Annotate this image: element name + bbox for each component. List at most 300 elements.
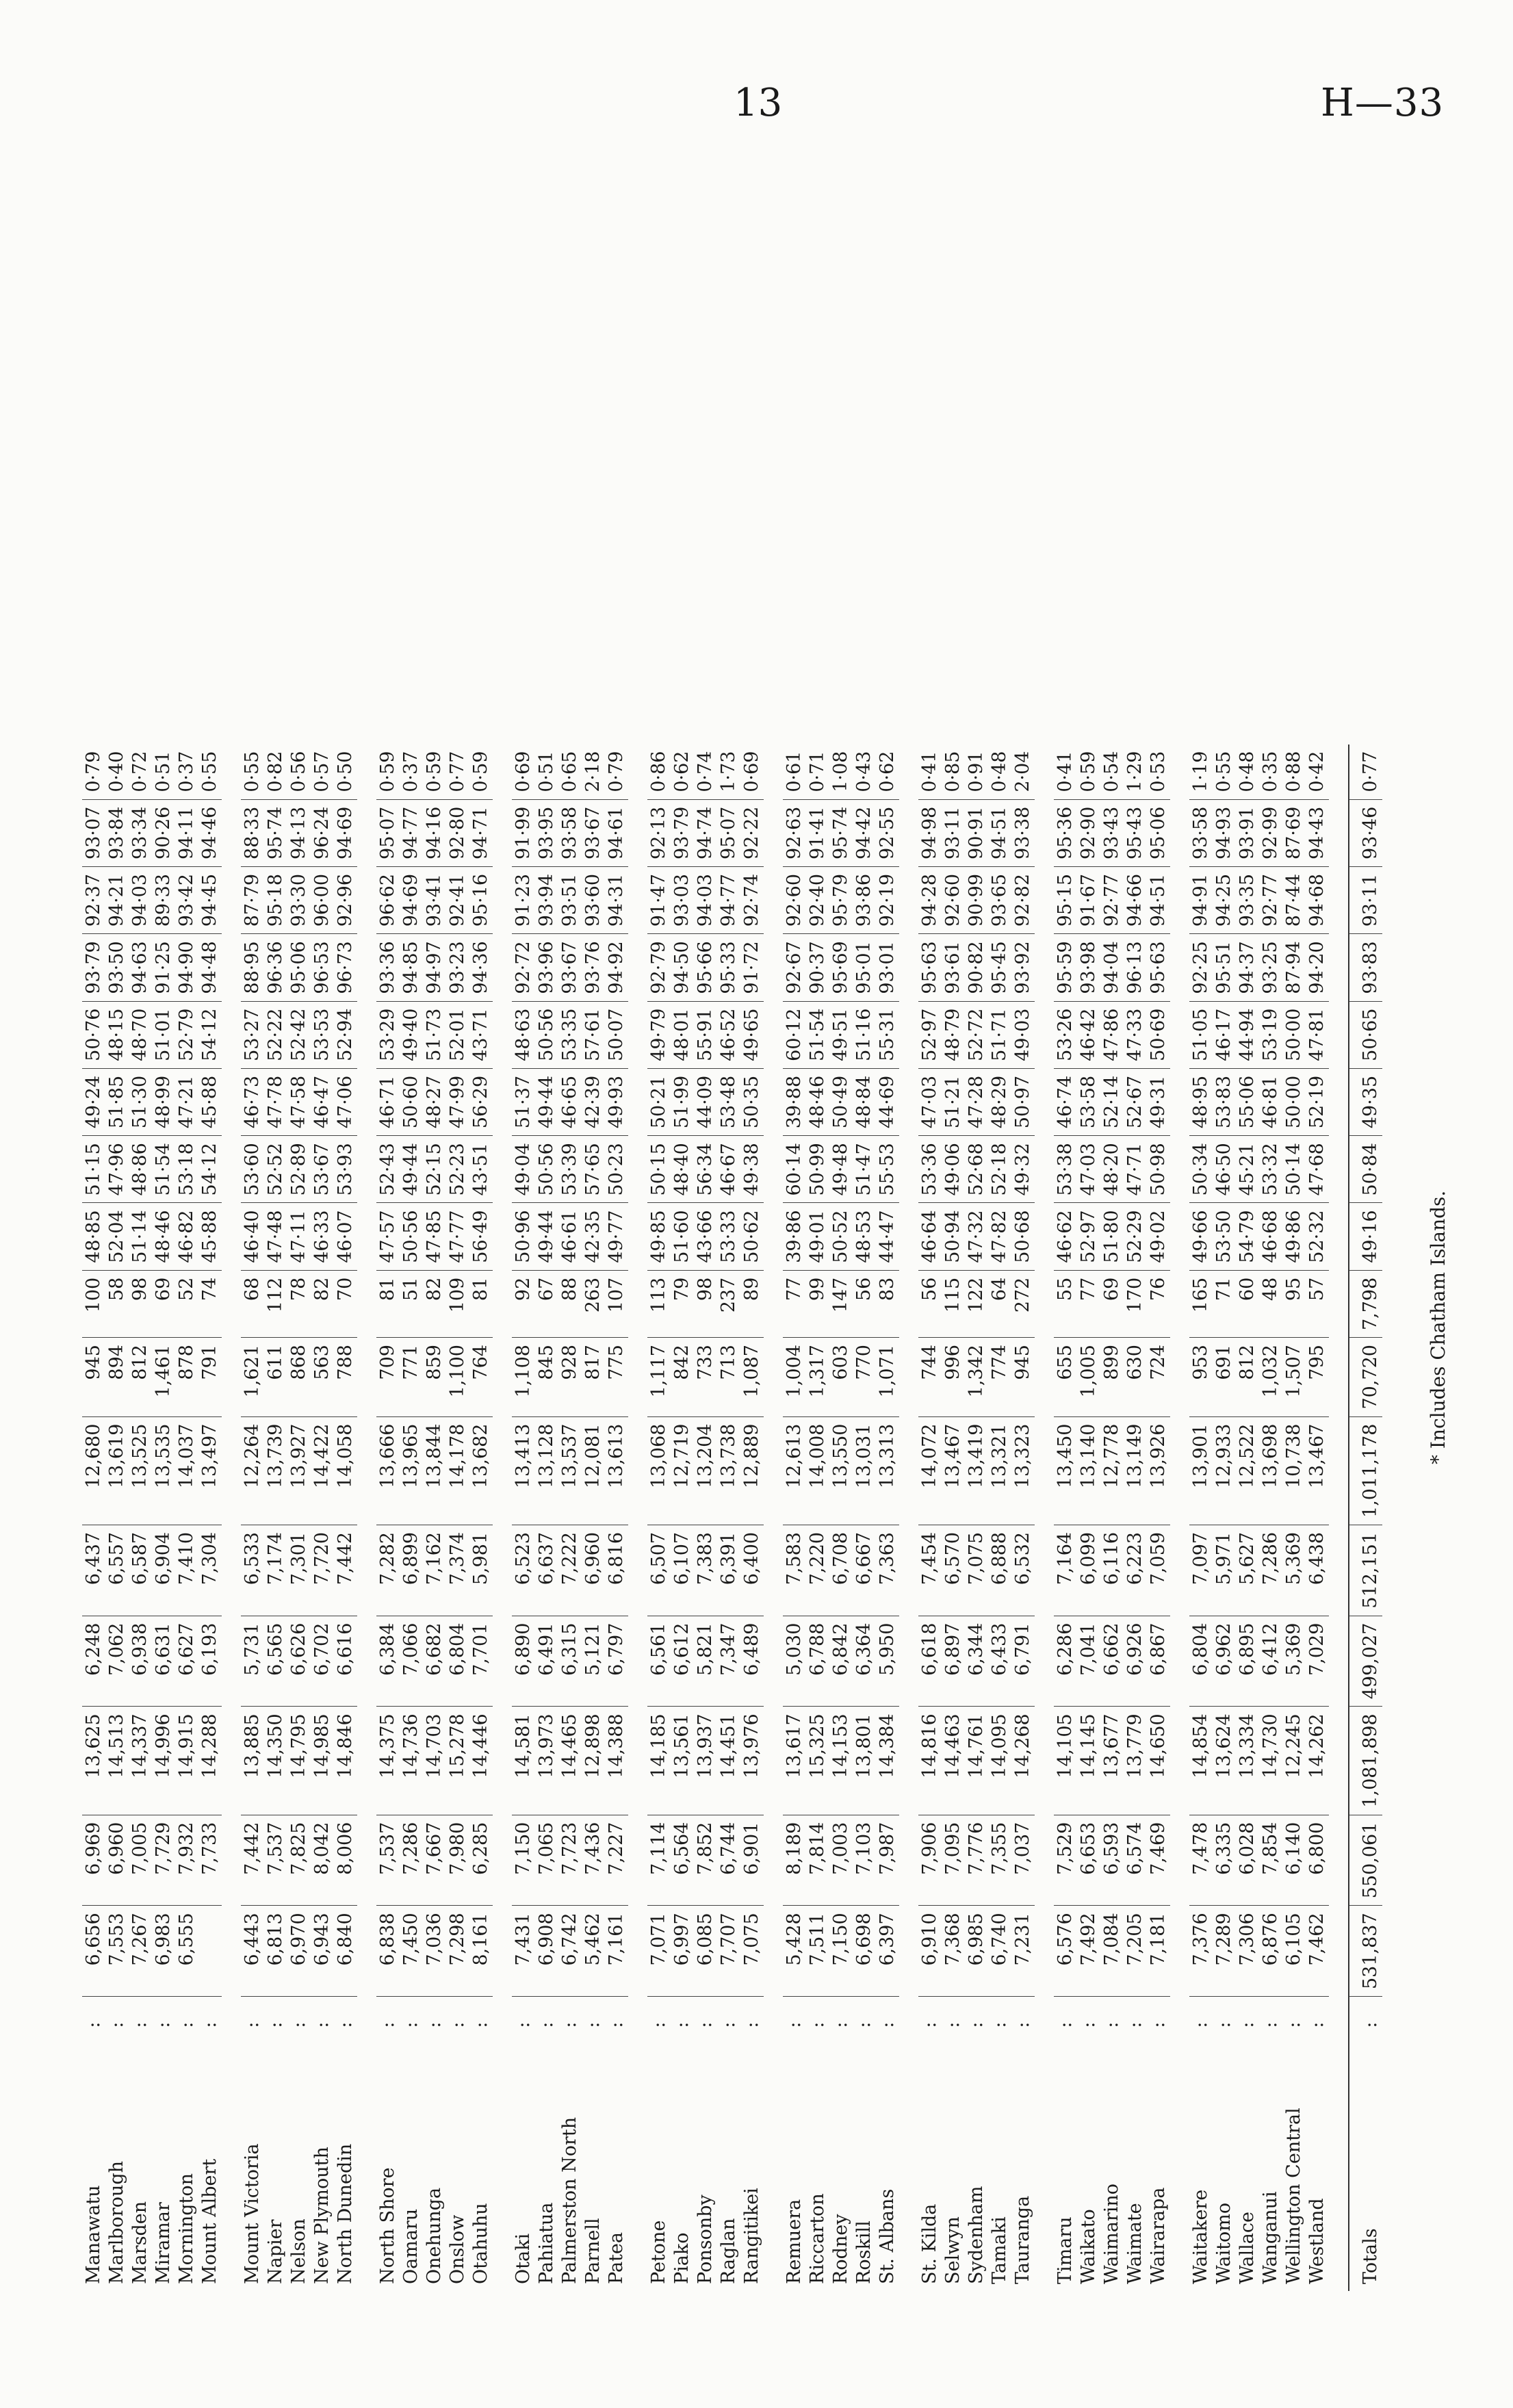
table-cell: 69 bbox=[1100, 1270, 1124, 1337]
table-cell: 13,467 bbox=[942, 1416, 965, 1525]
table-row bbox=[1282, 745, 1306, 2291]
table-cell: 6,344 bbox=[965, 1616, 988, 1707]
table-cell: 14,153 bbox=[829, 1707, 853, 1815]
table-cell: 94·90 bbox=[175, 934, 198, 1001]
table-row bbox=[605, 745, 628, 2291]
table-cell: 87·44 bbox=[1282, 866, 1306, 933]
table-cell: 2·04 bbox=[1011, 745, 1035, 800]
table-cell: 7,289 bbox=[1213, 1906, 1236, 1997]
table-row bbox=[469, 745, 493, 2291]
electorate-name: Napier bbox=[265, 2219, 286, 2284]
table-cell: 1,100 bbox=[446, 1338, 469, 1416]
table-cell: 93·98 bbox=[1077, 934, 1100, 1001]
table-cell: 96·13 bbox=[1124, 934, 1147, 1001]
leader-dots: : bbox=[606, 2020, 627, 2028]
table-cell: 52·97 bbox=[1077, 1203, 1100, 1270]
table-cell: 50·49 bbox=[829, 1068, 853, 1135]
leader-dots: : bbox=[1349, 1997, 1382, 2052]
table-cell: 0·79 bbox=[605, 745, 628, 800]
table-cell: 499,027 bbox=[1349, 1616, 1382, 1707]
table-cell: 6,876 bbox=[1259, 1906, 1282, 1997]
table-cell: 0·71 bbox=[806, 745, 829, 800]
table-cell: 93·79 bbox=[82, 934, 105, 1001]
table-cell: 54·79 bbox=[1236, 1203, 1259, 1270]
table-cell: 93·67 bbox=[558, 934, 582, 1001]
table-cell: 7,065 bbox=[535, 1815, 558, 1906]
table-cell: 93·58 bbox=[1189, 799, 1213, 866]
table-cell: 50·56 bbox=[535, 1136, 558, 1203]
table-cell: 6,997 bbox=[671, 1906, 694, 1997]
table-cell: 52·68 bbox=[965, 1136, 988, 1203]
table-cell: 7,181 bbox=[1147, 1906, 1170, 1997]
table-cell: 49·06 bbox=[942, 1136, 965, 1203]
table-cell: 49·77 bbox=[605, 1203, 628, 1270]
table-cell: 1·19 bbox=[1189, 745, 1213, 800]
table-cell: 56·49 bbox=[469, 1203, 493, 1270]
leader-dots: : bbox=[671, 2020, 693, 2028]
group-spacer bbox=[1035, 745, 1054, 2291]
table-cell: 13,031 bbox=[853, 1416, 876, 1525]
table-cell: 7,720 bbox=[311, 1525, 334, 1616]
table-cell: 0·77 bbox=[446, 745, 469, 800]
table-cell: 83 bbox=[876, 1270, 899, 1337]
table-cell: 6,626 bbox=[287, 1616, 311, 1707]
table-cell: 5,731 bbox=[241, 1616, 264, 1707]
table-cell: 48·84 bbox=[853, 1068, 876, 1135]
table-cell: 81 bbox=[469, 1270, 493, 1337]
table-cell: 7,537 bbox=[264, 1815, 287, 1906]
table-cell: 0·61 bbox=[783, 745, 806, 800]
table-cell: 46·65 bbox=[558, 1068, 582, 1135]
table-cell: 93·07 bbox=[82, 799, 105, 866]
table-cell: 1·73 bbox=[717, 745, 740, 800]
table-cell: 55·91 bbox=[694, 1001, 717, 1068]
table-cell: 46·42 bbox=[1077, 1001, 1100, 1068]
table-cell: 51·30 bbox=[129, 1068, 152, 1135]
table-cell: 7,205 bbox=[1124, 1906, 1147, 1997]
table-cell: 6,223 bbox=[1124, 1525, 1147, 1616]
table-cell: 47·03 bbox=[1077, 1136, 1100, 1203]
table-cell: 996 bbox=[942, 1338, 965, 1416]
table-cell: 6,840 bbox=[334, 1906, 357, 1997]
table-cell: 46·81 bbox=[1259, 1068, 1282, 1135]
table-cell: 7,355 bbox=[988, 1815, 1011, 1906]
table-cell: 14,058 bbox=[334, 1416, 357, 1525]
table-cell: 93·46 bbox=[1349, 799, 1382, 866]
table-cell: 7,537 bbox=[376, 1815, 400, 1906]
table-row bbox=[198, 745, 222, 2291]
electorate-name: Waitomo bbox=[1213, 2202, 1234, 2284]
table-cell: 7,306 bbox=[1236, 1906, 1259, 1997]
leader-dots: : bbox=[265, 2020, 286, 2028]
electorate-name: Mount Victoria bbox=[242, 2143, 263, 2284]
table-cell: 7,222 bbox=[558, 1525, 582, 1616]
table-cell: 6,555 bbox=[175, 1906, 198, 1997]
table-cell: 47·57 bbox=[376, 1203, 400, 1270]
table-cell: 48·46 bbox=[152, 1203, 175, 1270]
table-cell: 53·38 bbox=[1054, 1136, 1077, 1203]
table-cell: 7,374 bbox=[446, 1525, 469, 1616]
table-cell: 49·44 bbox=[535, 1068, 558, 1135]
electorate-name: Timaru bbox=[1055, 2216, 1076, 2284]
table-cell: 93·84 bbox=[105, 799, 129, 866]
table-cell: 13,926 bbox=[1147, 1416, 1170, 1525]
table-cell: 7,150 bbox=[512, 1815, 535, 1906]
table-cell: 50·35 bbox=[740, 1068, 764, 1135]
electorate-name: Selwyn bbox=[942, 2216, 964, 2284]
table-cell: 92·74 bbox=[740, 866, 764, 933]
table-cell: 6,742 bbox=[558, 1906, 582, 1997]
table-cell: 81 bbox=[376, 1270, 400, 1337]
leader-dots: : bbox=[830, 2020, 851, 2028]
electorate-name: Totals bbox=[1349, 2051, 1382, 2291]
table-cell: 6,631 bbox=[152, 1616, 175, 1707]
table-cell: 14,513 bbox=[105, 1707, 129, 1815]
table-cell: 93·03 bbox=[671, 866, 694, 933]
table-cell: 52·52 bbox=[264, 1136, 287, 1203]
table-cell: 7,442 bbox=[334, 1525, 357, 1616]
electorate-name: Onslow bbox=[447, 2214, 468, 2284]
table-cell: 7,174 bbox=[264, 1525, 287, 1616]
table-cell: 13,419 bbox=[965, 1416, 988, 1525]
table-cell: 7,442 bbox=[241, 1815, 264, 1906]
table-row bbox=[152, 745, 175, 2291]
table-cell: 55·53 bbox=[876, 1136, 899, 1203]
table-cell: 52·15 bbox=[423, 1136, 446, 1203]
table-cell: 50·00 bbox=[1282, 1068, 1306, 1135]
table-cell: 1,087 bbox=[740, 1338, 764, 1416]
group-spacer bbox=[628, 745, 647, 2291]
table-cell: 82 bbox=[311, 1270, 334, 1337]
table-cell: 51·16 bbox=[853, 1001, 876, 1068]
table-cell: 928 bbox=[558, 1338, 582, 1416]
table-cell: 94·04 bbox=[1100, 934, 1124, 1001]
table-cell: 53·50 bbox=[1213, 1203, 1236, 1270]
leader-dots: : bbox=[1078, 2020, 1099, 2028]
leader-dots: : bbox=[807, 2020, 828, 2028]
table-cell: 91·41 bbox=[806, 799, 829, 866]
table-cell: 12,719 bbox=[671, 1416, 694, 1525]
table-cell: 47·71 bbox=[1124, 1136, 1147, 1203]
table-row bbox=[671, 745, 694, 2291]
table-cell: 13,497 bbox=[198, 1416, 222, 1525]
table-cell: 95·18 bbox=[264, 866, 287, 933]
table-cell: 53·83 bbox=[1213, 1068, 1236, 1135]
table-cell: 899 bbox=[1100, 1338, 1124, 1416]
table-cell: 7,161 bbox=[605, 1906, 628, 1997]
table-cell: 724 bbox=[1147, 1338, 1170, 1416]
table-cell: 77 bbox=[1077, 1270, 1100, 1337]
table-cell: 52·89 bbox=[287, 1136, 311, 1203]
table-cell: 71 bbox=[1213, 1270, 1236, 1337]
table-cell: 1,117 bbox=[647, 1338, 671, 1416]
table-cell: 13,313 bbox=[876, 1416, 899, 1525]
table-cell: 12,245 bbox=[1282, 1707, 1306, 1815]
table-cell: 92·77 bbox=[1100, 866, 1124, 933]
table-cell: 93·30 bbox=[287, 866, 311, 933]
table-cell: 93·67 bbox=[582, 799, 605, 866]
table-cell: 94·85 bbox=[400, 934, 423, 1001]
table-cell: 46·40 bbox=[241, 1203, 264, 1270]
table-cell: 6,791 bbox=[1011, 1616, 1035, 1707]
leader-dots: : bbox=[1148, 2020, 1169, 2028]
table-cell: 91·25 bbox=[152, 934, 175, 1001]
table-cell: 93·11 bbox=[1349, 866, 1382, 933]
table-cell: 57·65 bbox=[582, 1136, 605, 1203]
table-cell: 52·72 bbox=[965, 1001, 988, 1068]
table-cell: 95·07 bbox=[717, 799, 740, 866]
table-cell: 52·01 bbox=[446, 1001, 469, 1068]
table-cell: 7,368 bbox=[942, 1906, 965, 1997]
table-cell: 46·07 bbox=[334, 1203, 357, 1270]
table-cell: 7,454 bbox=[918, 1525, 942, 1616]
table-cell: 55·31 bbox=[876, 1001, 899, 1068]
table-cell: 49·48 bbox=[829, 1136, 853, 1203]
table-cell: 50·98 bbox=[1147, 1136, 1170, 1203]
table-cell: 46·82 bbox=[175, 1203, 198, 1270]
table-cell: 52·94 bbox=[334, 1001, 357, 1068]
table-cell: 6,099 bbox=[1077, 1525, 1100, 1616]
table-cell: 14,384 bbox=[876, 1707, 899, 1815]
table-row bbox=[1189, 745, 1213, 2291]
table-cell: 91·47 bbox=[647, 866, 671, 933]
table-cell: 7,729 bbox=[152, 1815, 175, 1906]
table-cell: 46·71 bbox=[376, 1068, 400, 1135]
table-cell: 13,550 bbox=[829, 1416, 853, 1525]
table-cell: 46·68 bbox=[1259, 1203, 1282, 1270]
table-cell: 50·68 bbox=[1011, 1203, 1035, 1270]
table-cell: 13,844 bbox=[423, 1416, 446, 1525]
table-cell: 7,062 bbox=[105, 1616, 129, 1707]
table-cell: 50·97 bbox=[1011, 1068, 1035, 1135]
leader-dots: : bbox=[877, 2020, 898, 2028]
table-cell: 7,164 bbox=[1054, 1525, 1077, 1616]
table-cell: 6,816 bbox=[605, 1525, 628, 1616]
table-cell: 13,323 bbox=[1011, 1416, 1035, 1525]
table-row bbox=[1124, 745, 1147, 2291]
table-cell: 6,570 bbox=[942, 1525, 965, 1616]
leader-dots: : bbox=[1260, 2020, 1281, 2028]
leader-dots: : bbox=[1283, 2020, 1304, 2028]
table-cell: 48·27 bbox=[423, 1068, 446, 1135]
table-cell: 54·12 bbox=[198, 1001, 222, 1068]
table-cell: 93·42 bbox=[175, 866, 198, 933]
table-cell: 94·11 bbox=[175, 799, 198, 866]
table-cell: 1,081,898 bbox=[1349, 1707, 1382, 1815]
table-cell: 82 bbox=[423, 1270, 446, 1337]
table-cell: 6,286 bbox=[1054, 1616, 1077, 1707]
leader-dots: : bbox=[242, 2020, 263, 2028]
table-cell: 770 bbox=[853, 1338, 876, 1416]
table-cell: 52·22 bbox=[264, 1001, 287, 1068]
table-cell: 52·19 bbox=[1306, 1068, 1329, 1135]
table-cell: 50·15 bbox=[647, 1136, 671, 1203]
table-cell: 94·77 bbox=[717, 866, 740, 933]
table-cell: 94·43 bbox=[1306, 799, 1329, 866]
table-cell: 94·74 bbox=[694, 799, 717, 866]
table-cell: 51 bbox=[400, 1270, 423, 1337]
table-cell: 6,702 bbox=[311, 1616, 334, 1707]
table-cell: 95·74 bbox=[829, 799, 853, 866]
leader-dots: : bbox=[513, 2020, 534, 2028]
table-cell: 14,816 bbox=[918, 1707, 942, 1815]
table-cell: 0·59 bbox=[469, 745, 493, 800]
table-cell: 92·37 bbox=[82, 866, 105, 933]
table-cell: 48·40 bbox=[671, 1136, 694, 1203]
table-cell: 48·01 bbox=[671, 1001, 694, 1068]
table-cell: 74 bbox=[198, 1270, 222, 1337]
table-cell: 14,761 bbox=[965, 1707, 988, 1815]
table-cell: 0·91 bbox=[965, 745, 988, 800]
leader-dots: : bbox=[470, 2020, 491, 2028]
table-cell: 52·42 bbox=[287, 1001, 311, 1068]
table-cell: 48·29 bbox=[988, 1068, 1011, 1135]
table-cell: 7,363 bbox=[876, 1525, 899, 1616]
table-cell: 52 bbox=[175, 1270, 198, 1337]
electorate-name: Sydenham bbox=[966, 2186, 987, 2284]
table-cell: 50·84 bbox=[1349, 1136, 1382, 1203]
leader-dots: : bbox=[1012, 2020, 1033, 2028]
electorate-name: Ponsonby bbox=[695, 2195, 716, 2284]
table-cell: 60 bbox=[1236, 1270, 1259, 1337]
table-cell: 69 bbox=[152, 1270, 175, 1337]
table-cell: 96·53 bbox=[311, 934, 334, 1001]
table-cell: 6,557 bbox=[105, 1525, 129, 1616]
table-cell: 53·53 bbox=[311, 1001, 334, 1068]
table-cell: 94·71 bbox=[469, 799, 493, 866]
table-cell: 47·85 bbox=[423, 1203, 446, 1270]
table-cell: 92·22 bbox=[740, 799, 764, 866]
table-cell: 6,574 bbox=[1124, 1815, 1147, 1906]
table-cell: 95·69 bbox=[829, 934, 853, 1001]
table-cell: 6,797 bbox=[605, 1616, 628, 1707]
table-cell: 7,095 bbox=[942, 1815, 965, 1906]
table-cell: 7,071 bbox=[647, 1906, 671, 1997]
table-cell: 95·63 bbox=[918, 934, 942, 1001]
table-cell: 13,801 bbox=[853, 1707, 876, 1815]
table-cell: 51·21 bbox=[942, 1068, 965, 1135]
table-cell: 48·85 bbox=[82, 1203, 105, 1270]
table-cell: 53·60 bbox=[241, 1136, 264, 1203]
table-cell: 6,960 bbox=[105, 1815, 129, 1906]
table-cell: 48·20 bbox=[1100, 1136, 1124, 1203]
table-cell: 5,369 bbox=[1282, 1525, 1306, 1616]
table-row bbox=[376, 745, 400, 2291]
document-reference: H—33 bbox=[1321, 81, 1445, 125]
table-cell: 94·45 bbox=[198, 866, 222, 933]
table-cell: 47·78 bbox=[264, 1068, 287, 1135]
table-cell: 7,553 bbox=[105, 1906, 129, 1997]
table-cell: 6,667 bbox=[853, 1525, 876, 1616]
table-cell: 48 bbox=[1259, 1270, 1282, 1337]
table-cell: 12,889 bbox=[740, 1416, 764, 1525]
table-cell: 6,437 bbox=[82, 1525, 105, 1616]
table-cell: 878 bbox=[175, 1338, 198, 1416]
table-cell: 50·99 bbox=[806, 1136, 829, 1203]
leader-dots: : bbox=[989, 2020, 1010, 2028]
electorate-name: Tauranga bbox=[1012, 2195, 1033, 2284]
table-cell: 6,970 bbox=[287, 1906, 311, 1997]
table-cell: 95·74 bbox=[264, 799, 287, 866]
table-cell: 0·41 bbox=[1054, 745, 1077, 800]
table-cell: 49·35 bbox=[1349, 1068, 1382, 1135]
table-cell: 94·36 bbox=[469, 934, 493, 1001]
electorate-name: Remuera bbox=[784, 2199, 805, 2284]
table-cell: 603 bbox=[829, 1338, 853, 1416]
table-cell: 88·33 bbox=[241, 799, 264, 866]
table-cell: 8,189 bbox=[783, 1815, 806, 1906]
table-cell: 6,397 bbox=[876, 1906, 899, 1997]
table-cell: 67 bbox=[535, 1270, 558, 1337]
table-cell: 94·48 bbox=[198, 934, 222, 1001]
table-cell: 14,730 bbox=[1259, 1707, 1282, 1815]
table-cell: 13,561 bbox=[671, 1707, 694, 1815]
table-cell: 52·32 bbox=[1306, 1203, 1329, 1270]
table-cell: 13,624 bbox=[1213, 1707, 1236, 1815]
leader-dots: : bbox=[400, 2020, 422, 2028]
table-cell: 0·53 bbox=[1147, 745, 1170, 800]
table-cell: 14,996 bbox=[152, 1707, 175, 1815]
table-cell: 12,680 bbox=[82, 1416, 105, 1525]
table-cell: 6,682 bbox=[423, 1616, 446, 1707]
table-cell: 47·21 bbox=[175, 1068, 198, 1135]
table-cell: 95·06 bbox=[1147, 799, 1170, 866]
table-cell: 6,637 bbox=[535, 1525, 558, 1616]
table-cell: 90·99 bbox=[965, 866, 988, 933]
table-cell: 92·82 bbox=[1011, 866, 1035, 933]
table-cell: 845 bbox=[535, 1338, 558, 1416]
table-cell: 655 bbox=[1054, 1338, 1077, 1416]
table-cell: 49·51 bbox=[829, 1001, 853, 1068]
table-cell: 50·96 bbox=[512, 1203, 535, 1270]
table-cell: 237 bbox=[717, 1270, 740, 1337]
table-cell: 56 bbox=[853, 1270, 876, 1337]
table-cell: 56·29 bbox=[469, 1068, 493, 1135]
table-cell: 46·62 bbox=[1054, 1203, 1077, 1270]
leader-dots: : bbox=[741, 2020, 762, 2028]
table-cell: 53·33 bbox=[717, 1203, 740, 1270]
table-cell: 1,461 bbox=[152, 1338, 175, 1416]
electorate-name: Manawatu bbox=[83, 2185, 104, 2284]
table-cell: 165 bbox=[1189, 1270, 1213, 1337]
table-cell: 51·15 bbox=[82, 1136, 105, 1203]
table-cell: 5,627 bbox=[1236, 1525, 1259, 1616]
table-cell: 7,059 bbox=[1147, 1525, 1170, 1616]
table-cell: 7,298 bbox=[446, 1906, 469, 1997]
table-row bbox=[965, 745, 988, 2291]
table-cell: 90·26 bbox=[152, 799, 175, 866]
table-cell: 0·55 bbox=[1213, 745, 1236, 800]
table-cell: 6,698 bbox=[853, 1906, 876, 1997]
table-cell: 14,288 bbox=[198, 1707, 222, 1815]
table-cell: 6,561 bbox=[647, 1616, 671, 1707]
leader-dots: : bbox=[335, 2020, 356, 2028]
table-cell: 0·82 bbox=[264, 745, 287, 800]
table-cell: 6,248 bbox=[82, 1616, 105, 1707]
table-cell: 39·86 bbox=[783, 1203, 806, 1270]
table-row bbox=[1147, 745, 1170, 2291]
table-cell: 0·57 bbox=[311, 745, 334, 800]
table-row bbox=[1100, 745, 1124, 2291]
table-cell: 93·76 bbox=[582, 934, 605, 1001]
table-cell: 7,282 bbox=[376, 1525, 400, 1616]
table-row bbox=[1236, 745, 1259, 2291]
table-cell: 13,321 bbox=[988, 1416, 1011, 1525]
table-cell: 56·34 bbox=[694, 1136, 717, 1203]
table-cell: 945 bbox=[82, 1338, 105, 1416]
table-cell: 13,537 bbox=[558, 1416, 582, 1525]
table-row bbox=[694, 745, 717, 2291]
